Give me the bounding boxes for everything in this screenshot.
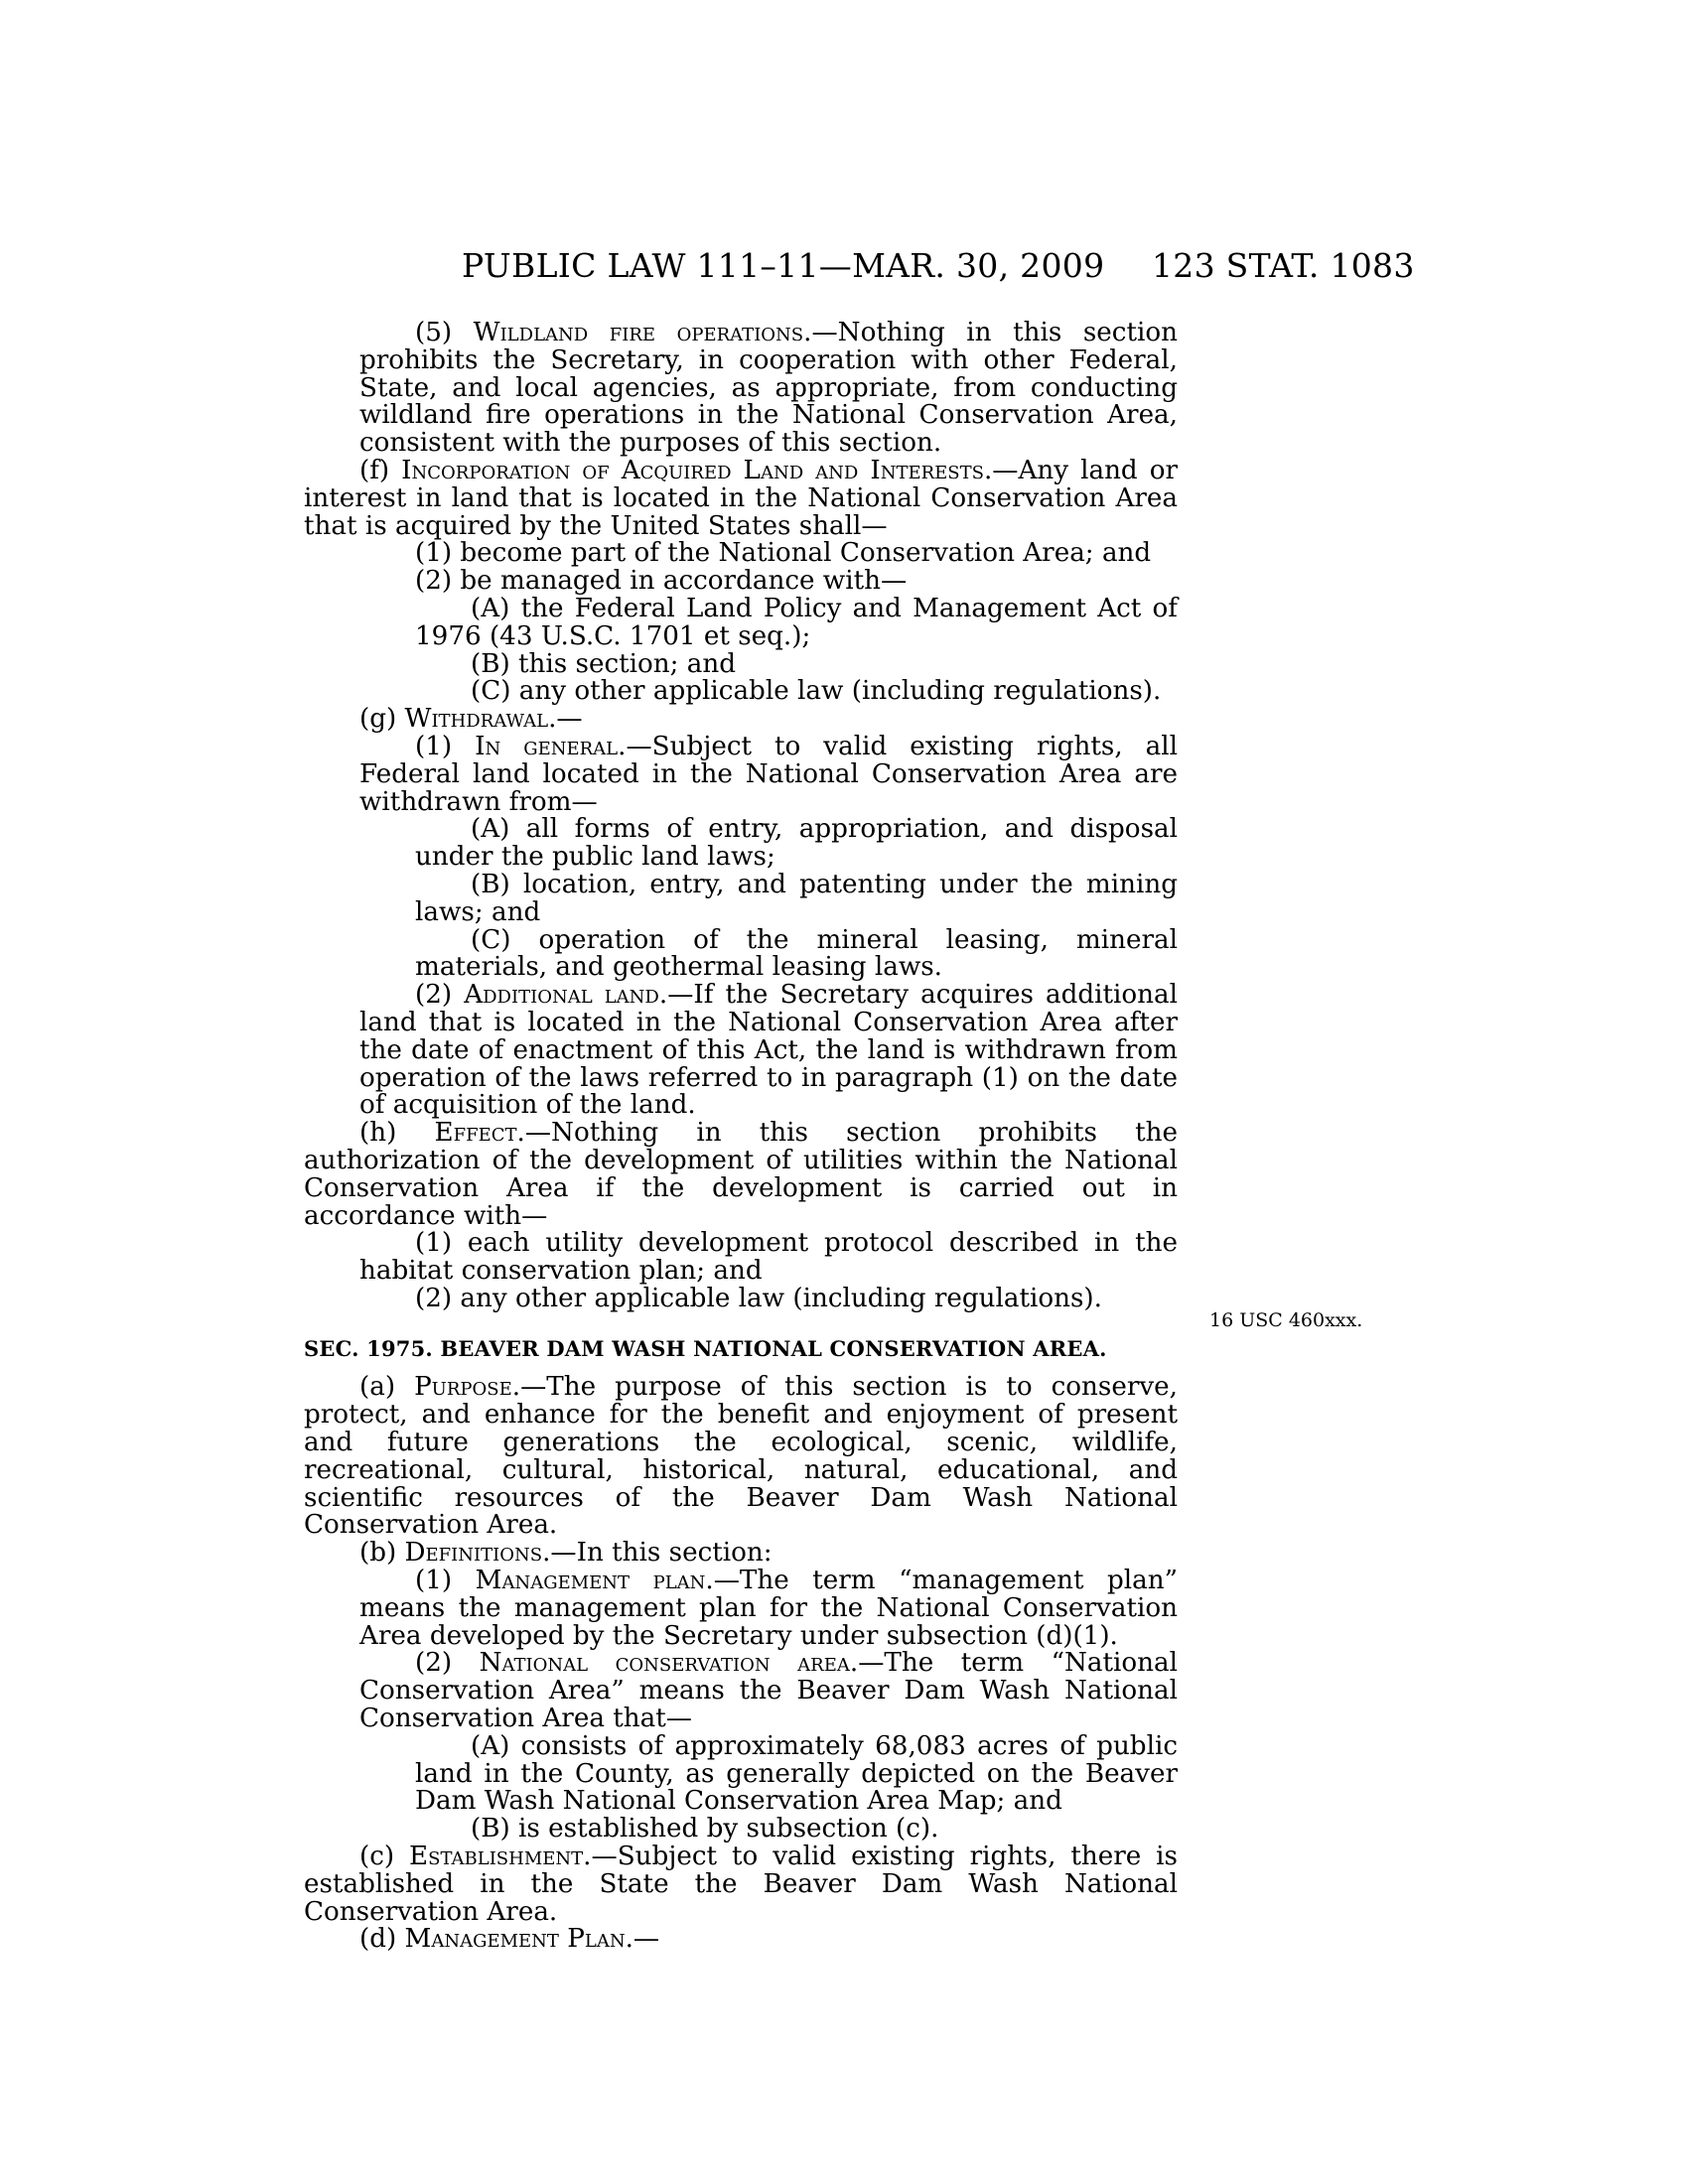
paragraph-text: (1) each utility development protocol described in the habitat conservation plan; and: [359, 1228, 1178, 1287]
paragraph-heading: Purpose.: [414, 1372, 521, 1403]
paragraph-text: (1) become part of the National Conservation Area; and: [415, 538, 1152, 569]
paragraph-heading: Management plan.: [475, 1566, 714, 1596]
paragraph: [304, 1120, 1178, 1230]
paragraph: [304, 1374, 1178, 1540]
paragraph-text: —The term “management plan” means the management plan for the National Conservation Area developed by the Secretary under subsection (d)(1).: [359, 1566, 1178, 1651]
paragraph-label: (g): [359, 704, 405, 735]
paragraph-text: (B) this section; and: [471, 648, 737, 679]
paragraph: [304, 648, 1178, 679]
paragraph-text: —Nothing in this section prohibits the Secretary, in cooperation with other Federal, State, and local agencies, as appropriate, from conducting wildland fire operations in the National Conservation Area, consistent with the purposes of this section.: [359, 318, 1178, 459]
paragraph-label: (h): [359, 1118, 435, 1149]
paragraph: [304, 869, 1178, 927]
paragraph-label: (b): [359, 1538, 405, 1569]
paragraph-text: —If the Secretary acquires additional land that is located in the National Conservation Area after the date of enactment of this Act, the land is withdrawn from operation of the laws referred to in paragraph (1) on the date of acquisition of the land.: [359, 980, 1178, 1121]
paragraph-heading: In general.: [475, 731, 627, 761]
paragraph-label: (5): [415, 318, 474, 347]
paragraph: [304, 1540, 1178, 1568]
paragraph: [304, 1816, 1178, 1843]
paragraph: [304, 982, 1178, 1120]
paragraph-text: (B) is established by subsection (c).: [471, 1814, 939, 1844]
paragraph-text: (C) operation of the mineral leasing, mineral materials, and geothermal leasing laws.: [415, 924, 1178, 983]
margin-note: 16 USC 460xxx.: [1209, 1309, 1363, 1331]
paragraph-heading: Wildland fire operations.: [473, 318, 812, 347]
paragraph-text: (B) location, entry, and patenting under the mining laws; and: [415, 869, 1178, 927]
paragraph-label: (f): [359, 455, 402, 485]
paragraph-text: —In this section:: [550, 1538, 773, 1569]
running-header: PUBLIC LAW 111–11—MAR. 30, 2009: [462, 246, 1105, 285]
paragraph-heading: Incorporation of Acquired Land and Interests.: [401, 455, 993, 485]
paragraph-text: (A) the Federal Land Policy and Management Act of 1976 (43 U.S.C. 1701 et seq.);: [415, 593, 1178, 651]
paragraph-text: (2) be managed in accordance with—: [415, 566, 908, 597]
paragraph-label: (2): [415, 980, 465, 1011]
paragraph-label: (2): [415, 1648, 480, 1679]
paragraph-text: —The purpose of this section is to conserve, protect, and enhance for the benefit and enjoyment of present and future generations the ecological, scenic, wildlife, recreational, cultural, historical, natural, educational, and scientific resources of the Beaver Dam Wash National Conservation Area.: [304, 1372, 1178, 1541]
paragraph: [304, 1568, 1178, 1650]
paragraph-text: (2) any other applicable law (including regulations).: [415, 1283, 1102, 1313]
paragraph-text: —Nothing in this section prohibits the authorization of the development of utilities within the National Conservation Area if the development is carried out in accordance with—: [304, 1118, 1179, 1231]
paragraph: [304, 593, 1178, 651]
paragraph-text: —: [633, 1924, 660, 1955]
paragraph: [304, 1730, 1178, 1817]
paragraph-heading: Definitions.: [404, 1538, 551, 1569]
paragraph-text: (A) consists of approximately 68,083 acres of public land in the County, as generally depicted on the Beaver Dam Wash National Conservation Area Map; and: [415, 1730, 1178, 1817]
paragraph: [304, 1283, 1178, 1313]
paragraph: [304, 1926, 1178, 1954]
paragraph: [304, 540, 1178, 568]
paragraph-heading: Additional land.: [464, 980, 668, 1011]
paragraph: [304, 1650, 1178, 1732]
paragraph-label: (1): [415, 1566, 476, 1596]
paragraph: [304, 455, 1179, 541]
paragraph: [304, 924, 1178, 983]
paragraph: [304, 706, 1178, 734]
paragraph-label: (d): [359, 1924, 405, 1955]
paragraph-heading: Establishment.: [409, 1842, 592, 1872]
paragraph-text: —Subject to valid existing rights, there is established in the State the Beaver Dam Wash National Conservation Area.: [304, 1842, 1179, 1927]
paragraph: [304, 1230, 1178, 1286]
paragraph-label: (1): [415, 731, 476, 761]
paragraph: [304, 320, 1178, 458]
section-heading: SEC. 1975. BEAVER DAM WASH NATIONAL CONSERVATION AREA.: [304, 1335, 1107, 1361]
paragraph-heading: Effect.: [434, 1118, 525, 1149]
paragraph-text: (A) all forms of entry, appropriation, and disposal under the public land laws;: [415, 814, 1178, 873]
page-citation: 123 STAT. 1083: [1152, 246, 1415, 285]
paragraph-heading: Withdrawal.: [404, 704, 557, 735]
paragraph: [304, 1843, 1178, 1926]
paragraph-text: —Subject to valid existing rights, all Federal land located in the National Conservation Area are withdrawn from—: [359, 731, 1179, 817]
paragraph: [304, 731, 1179, 817]
document-body: [304, 320, 1178, 1954]
paragraph-heading: Management Plan.: [404, 1924, 633, 1955]
paragraph: [304, 816, 1178, 872]
paragraph-text: (C) any other applicable law (including regulations).: [471, 676, 1162, 707]
paragraph-text: —Any land or interest in land that is located in the National Conservation Area that is acquired by the United States shall—: [304, 455, 1179, 541]
paragraph: [304, 678, 1178, 706]
paragraph-text: —The term “National Conservation Area” means the Beaver Dam Wash National Conservation Area that—: [359, 1648, 1178, 1734]
paragraph: [304, 568, 1178, 596]
paragraph-label: (a): [359, 1372, 415, 1403]
paragraph-label: (c): [359, 1842, 410, 1872]
paragraph-text: —: [556, 704, 583, 735]
paragraph-heading: National conservation area.: [479, 1648, 859, 1679]
